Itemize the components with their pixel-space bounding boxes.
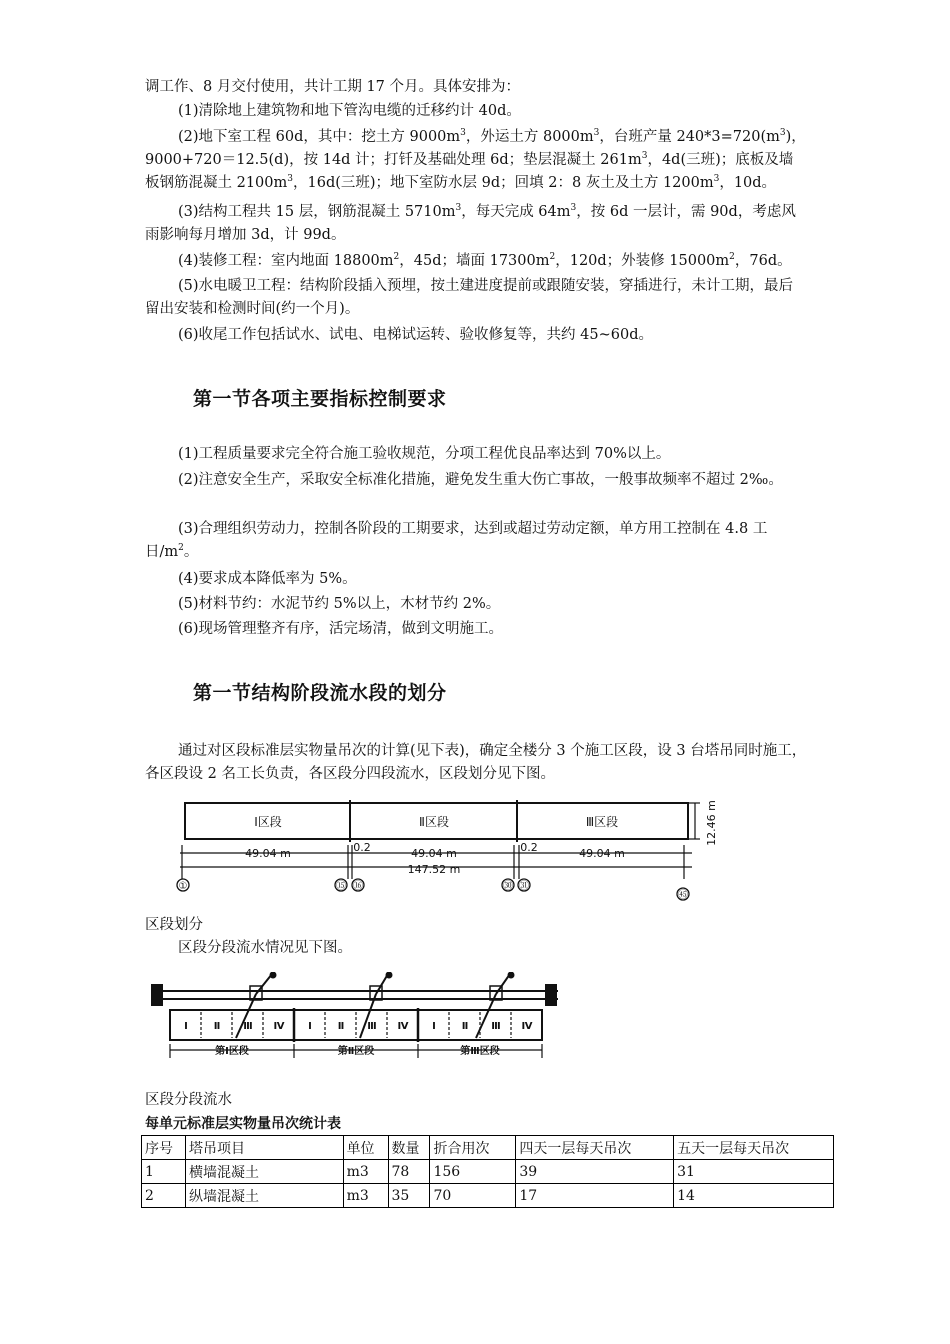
- zone-flow-label: 第Ⅰ区段: [215, 1046, 249, 1057]
- segment-label: Ⅲ: [491, 1021, 501, 1032]
- flow-paragraph: 通过对区段标准层实物量吊次的计算(见下表)，确定全楼分 3 个施工区段，设 3 台塔吊同时施工，各区段设 2 名工长负责，各区段分四段流水，区段划分见下图。: [145, 743, 807, 782]
- zone-division-figure: [172, 795, 732, 907]
- table-cell: 31: [674, 1160, 834, 1184]
- zone-width-label: 49.04 m: [411, 847, 457, 860]
- gap-label: 0.2: [353, 841, 371, 854]
- zone-label: Ⅲ区段: [585, 815, 619, 829]
- intro-item-2: (2)地下室工程 60d，其中：挖土方 $9000m^3$，外运土方 $8000m^3$，台班产量 $240*3=720(m^3)$，9000+720＝12.5(d)，按 14d 计；打钎及基础处理 6d；垫层混凝土 $261m^3$，4d(三班)；底板及墙板钢筋混凝土 $2100m^3$，16d(三班)；地下室防水层 9d；回填 2：8 灰土及土方 $1200m^3$，10d。: [145, 128, 806, 191]
- segment-label: Ⅲ: [367, 1021, 377, 1032]
- zone-width-label: 49.04 m: [579, 847, 625, 860]
- axis-label: ①: [178, 881, 188, 892]
- axis-label: ㉛: [519, 881, 529, 892]
- segment-label: Ⅳ: [397, 1021, 409, 1032]
- table-cell: 1: [142, 1160, 186, 1184]
- table-cell: 70: [430, 1184, 516, 1208]
- rail-end: [152, 985, 162, 1005]
- figure-caption-zone-division: 区段划分: [145, 917, 203, 933]
- table-title: 每单元标准层实物量吊次统计表: [145, 1116, 341, 1132]
- zone-label: Ⅱ区段: [419, 815, 449, 829]
- intro-item-4: (4)装修工程：室内地面 $18800m^2$，45d；墙面 $17300m^2$，120d；外装修 $15000m^2$，76d。: [178, 252, 792, 269]
- table-header-cell: 五天一层每天吊次: [674, 1136, 834, 1160]
- table-cell: 横墙混凝土: [185, 1160, 343, 1184]
- segment-label: Ⅳ: [273, 1021, 285, 1032]
- table-cell: 39: [516, 1160, 674, 1184]
- lifting-statistics-table: [141, 1135, 834, 1208]
- indicator-item-1: (1)工程质量要求完全符合施工验收规范，分项工程优良品率达到 70%以上。: [178, 446, 671, 462]
- table-row: [142, 1184, 834, 1208]
- section-title-indicators: 第一节各项主要指标控制要求: [193, 388, 447, 410]
- indicator-item-3: (3)合理组织劳动力，控制各阶段的工期要求，达到或超过劳动定额，单方用工控制在 4.8 工日$/m^2$。: [145, 521, 768, 560]
- table-cell: m3: [343, 1160, 388, 1184]
- indicator-item-4: (4)要求成本降低率为 5%。: [178, 571, 357, 587]
- axis-label: ⑯: [353, 881, 363, 892]
- zone-label: Ⅰ区段: [254, 815, 282, 829]
- table-row: [142, 1160, 834, 1184]
- table-cell: 纵墙混凝土: [185, 1184, 343, 1208]
- height-label: 12.46 m: [705, 800, 718, 846]
- segment-label: Ⅱ: [461, 1021, 469, 1032]
- table-header-cell: 数量: [388, 1136, 430, 1160]
- segment-label: Ⅳ: [521, 1021, 533, 1032]
- intro-item-5: (5)水电暖卫工程：结构阶段插入预埋，按土建进度提前或跟随安装，穿插进行，未计工期，最后留出安装和检测时间(约一个月)。: [145, 278, 794, 317]
- segment-flow-figure: [148, 972, 568, 1068]
- table-header-cell: 序号: [142, 1136, 186, 1160]
- zone-width-label: 49.04 m: [245, 847, 291, 860]
- table-cell: m3: [343, 1184, 388, 1208]
- intro-item-3: (3)结构工程共 15 层，钢筋混凝土 $5710m^3$，每天完成 $64m^3$，按 6d 一层计，需 90d，考虑风雨影响每月增加 3d，计 99d。: [145, 203, 796, 243]
- segment-label: Ⅰ: [308, 1021, 312, 1032]
- axis-label: ⑮: [336, 881, 346, 892]
- rail-end: [546, 985, 556, 1005]
- flow-paragraph-2: 区段分段流水情况见下图。: [178, 940, 352, 956]
- table-header-cell: 单位: [343, 1136, 388, 1160]
- section-title-flow: 第一节结构阶段流水段的划分: [193, 682, 447, 704]
- gap-label: 0.2: [520, 841, 538, 854]
- table-header-cell: 塔吊项目: [185, 1136, 343, 1160]
- table-header-cell: 四天一层每天吊次: [516, 1136, 674, 1160]
- table-cell: 14: [674, 1184, 834, 1208]
- table-cell: 78: [388, 1160, 430, 1184]
- indicator-item-2: (2)注意安全生产，采取安全标准化措施，避免发生重大伤亡事故，一般事故频率不超过 2‰。: [178, 472, 783, 488]
- total-length-label: 147.52 m: [407, 863, 461, 876]
- table-cell: 156: [430, 1160, 516, 1184]
- table-header-row: [142, 1136, 834, 1160]
- intro-item-1: (1)清除地上建筑物和地下管沟电缆的迁移约计 40d。: [178, 103, 521, 119]
- indicator-item-6: (6)现场管理整齐有序，活完场清，做到文明施工。: [178, 621, 504, 637]
- zone-flow-label: 第Ⅱ区段: [337, 1046, 375, 1057]
- zone-flow-label: 第Ⅲ区段: [460, 1046, 500, 1057]
- table-cell: 17: [516, 1184, 674, 1208]
- table-cell: 2: [142, 1184, 186, 1208]
- segment-label: Ⅱ: [337, 1021, 345, 1032]
- figure-caption-segment-flow: 区段分段流水: [145, 1092, 232, 1108]
- axis-label: ㉚: [503, 881, 513, 892]
- axis-label: ㊺: [678, 890, 688, 901]
- segment-label: Ⅰ: [432, 1021, 436, 1032]
- intro-item-6: (6)收尾工作包括试水、试电、电梯试运转、验收修复等，共约 45~60d。: [178, 327, 653, 343]
- segment-label: Ⅱ: [213, 1021, 221, 1032]
- indicator-item-5: (5)材料节约：水泥节约 5%以上，木材节约 2%。: [178, 596, 501, 612]
- segment-label: Ⅲ: [243, 1021, 253, 1032]
- table-cell: 35: [388, 1184, 430, 1208]
- tower-crane-icon: [236, 973, 276, 1039]
- segment-label: Ⅰ: [184, 1021, 188, 1032]
- intro-line: 调工作、8 月交付使用，共计工期 17 个月。具体安排为：: [145, 79, 521, 95]
- table-header-cell: 折合用次: [430, 1136, 516, 1160]
